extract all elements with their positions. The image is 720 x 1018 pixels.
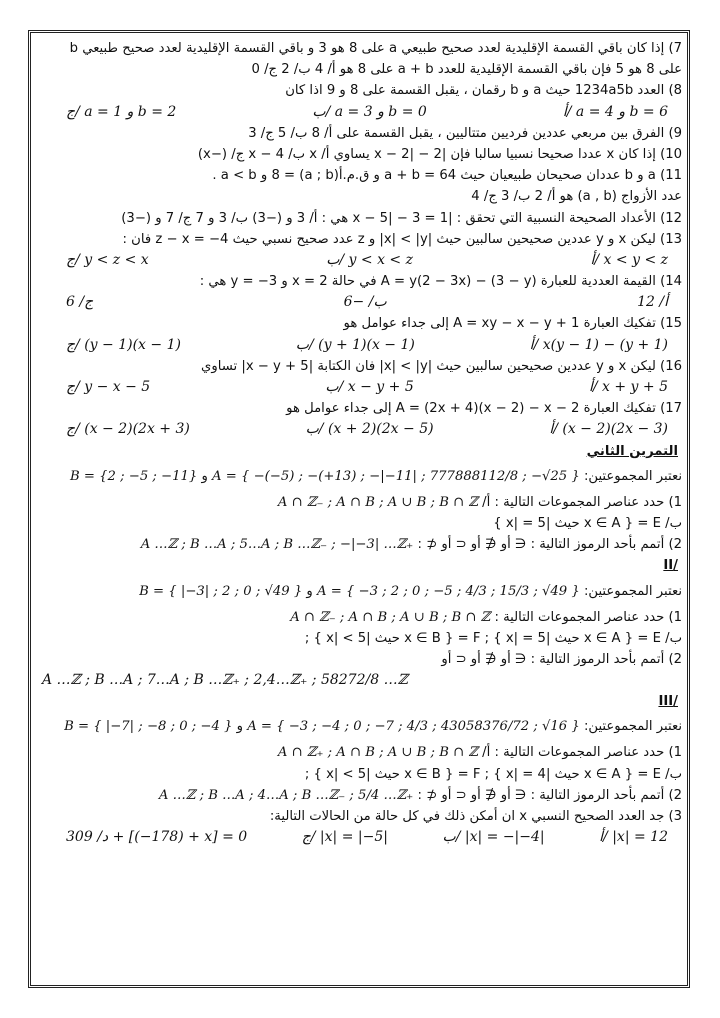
exercise-2b-q1: [36, 607, 682, 628]
option-c: ج/ |x| = |−5|: [301, 829, 388, 846]
option-c: ج/ (y − 1)(x − 1): [66, 336, 181, 353]
q2-items: A …ℤ ; B …A ; 5…A ; B …ℤ₋ ; −|−3| …ℤ₊: [140, 537, 414, 553]
exercise-3-q3: 3) جد العدد الصحيح النسبي x ان أمكن ذلك في كل حالة من الحالات التالية:: [269, 809, 682, 824]
q1-text: 1) حدد عناصر المجموعات التالية :: [494, 609, 682, 625]
question-17-options: [36, 419, 682, 440]
q1-text: 1) حدد عناصر المجموعات التالية : أ/: [482, 494, 682, 510]
question-14-line-1: 14) القيمة العددية للعبارة A = y(2 − 3x) − (3 − y) في حالة x = 2 و y = −3 هي :: [199, 274, 682, 290]
option-b: ب/ −6: [343, 294, 387, 311]
exercise-3-q2: [36, 785, 682, 806]
question-8-line-1: 8) العدد 1234a5b حيث a و b رقمان ، يقبل القسمة على 8 و 9 اذا كان: [285, 83, 682, 99]
q1-sets: A ∩ ℤ₋ ; A ∩ B ; A ∪ B ; B ∩ ℤ: [290, 609, 491, 625]
question-7-line-2: على 8 هو 5 فإن باقي القسمة الإقليدية للعدد a + b على 8 هو أ/ 4 ب/ 2 ج/ 0: [251, 62, 682, 78]
exercise-2b-q2: 2) أتمم بأحد الرموز التالية : ∈ أو ∉ أو ⊂ أو: [441, 651, 682, 667]
option-d: د/ 309 + [(−178) + x] = 0: [66, 829, 248, 846]
question-11-line-2: عدد الأزواج (a , b) هو أ/ 2 ب/ 3 ج/ 4: [471, 189, 682, 205]
exercise-3-q3-options: [36, 827, 682, 848]
set-b: B = {2 ; −5 ; −11}: [70, 468, 198, 484]
question-10: 10) إذا كان x عددا صحيحا نسبيا سالبا فإن |x − 2| − 2 يساوي أ/ x ب/ 4 − x ج/ (−x): [197, 146, 682, 162]
set-a: A = { −(−5) ; −(+13) ; −|−11| ; 777888112/8 ; −√25 }: [212, 468, 580, 484]
exercise-3-q1b: ب/ E = { x ∈ A حيث |x| = 4 } ; F = { x ∈ B حيث |x| < 5 } ;: [304, 766, 682, 782]
worksheet: [36, 38, 682, 978]
sets-intro: نعتبر المجموعتين:: [583, 719, 682, 735]
sets-intro: نعتبر المجموعتين:: [583, 468, 682, 484]
exercise-3-q1: [36, 742, 682, 763]
question-13-options: [36, 250, 682, 271]
question-7-line-1: 7) إذا كان باقي القسمة الإقليدية لعدد صحيح طبيعي a على 8 هو 3 و باقي القسمة الإقليدية لعدد صحيح طبيعي b: [69, 41, 682, 56]
option-a: أ/ 12: [637, 294, 668, 311]
question-12: 12) الأعداد الصحيحة النسبية التي تحقق : |x − 5| − 3 = 1 هي : أ/ 3 و (−3) ب/ 3 و 7 ج/ 7 و (−3): [121, 210, 682, 226]
option-b: ب/ a = 3 و b = 0: [312, 103, 427, 120]
question-11-line-1: 11) a و b عددان صحيحان طبيعيان حيث a + b = 64 و ق.م.أ(a ; b) = 8 و a < b .: [212, 168, 682, 184]
question-17-line-1: 17) تفكيك العبارة A = (2x + 4)(x − 2) − x − 2 إلى جداء عوامل هو: [286, 401, 682, 417]
sets-intro: نعتبر المجموعتين:: [583, 583, 682, 599]
question-16-options: [36, 377, 682, 398]
exercise-2b-sets: نعتبر المجموعتين: A = { −3 ; 2 ; 0 ; −5 ; 4/3 ; 15/3 ; √49 } و B = { |−3| ; 2 ; 0 ; √49 }: [139, 583, 682, 599]
q2-text: 2) أتمم بأحد الرموز التالية : ∈ أو ∉ أو ⊂ أو ⊄ :: [417, 537, 682, 553]
option-a: أ/ x < y < z: [590, 251, 668, 268]
question-16-line-1: 16) ليكن x و y عددين صحيحين سالبين حيث |x| < |y| فان الكتابة |x − y + 5| تساوي: [201, 358, 682, 374]
exercise-2b-q1b: ب/ E = { x ∈ A حيث |x| = 5 } ; F = { x ∈ B حيث |x| < 5 } ;: [304, 630, 682, 646]
option-c: ج/ y < z < x: [66, 251, 149, 268]
exercise-2-q1: [36, 492, 682, 513]
question-8-options: [36, 102, 682, 123]
option-b: ب/ |x| = −|−4|: [442, 829, 545, 846]
set-b: B = { |−7| ; −8 ; 0 ; −4 }: [64, 719, 233, 735]
option-a: أ/ |x| = 12: [599, 829, 668, 846]
option-b: ب/ x − y + 5: [325, 379, 414, 395]
exercise-2-sets: نعتبر المجموعتين: A = { −(−5) ; −(+13) ; −|−11| ; 777888112/8 ; −√25 } و B = {2 ; −5 ; −11}: [70, 468, 682, 484]
option-c: ج/ (x − 2)(2x + 3): [66, 421, 190, 438]
set-a: A = { −3 ; 2 ; 0 ; −5 ; 4/3 ; 15/3 ; √49 }: [317, 583, 580, 599]
exercise-2-q1b: ب/ E = { x ∈ A حيث |x| = 5 }: [493, 515, 682, 531]
exercise-3-sets: نعتبر المجموعتين: A = { −3 ; −4 ; 0 ; −7 ; 4/3 ; 43058376/72 ; √16 } و B = { |−7| ; −8 ; 0 ; −4 }: [64, 719, 682, 735]
q1-sets: A ∩ ℤ₊ ; A ∩ B ; A ∪ B ; B ∩ ℤ: [277, 745, 478, 761]
option-c: ج/ a = 1 و b = 2: [66, 103, 177, 120]
q1-sets: A ∩ ℤ₋ ; A ∩ B ; A ∪ B ; B ∩ ℤ: [277, 494, 478, 510]
exercise-3-title: /III: [658, 694, 678, 710]
option-c: ج/ y − x − 5: [66, 379, 151, 395]
question-13-line-1: 13) ليكن x و y عددين صحيحين سالبين حيث |x| < |y| و z عدد صحيح نسبي حيث z − x = −4 فان :: [122, 231, 682, 247]
option-b: ب/ y < x < z: [326, 251, 413, 268]
option-a: أ/ x + y + 5: [588, 379, 668, 395]
q2-text: 2) أتمم بأحد الرموز التالية : ∈ أو ∉ أو ⊂ أو ⊄ :: [417, 787, 682, 803]
q2-items: A …ℤ ; B …A ; 4…A ; B …ℤ₋ ; 5/4 …ℤ₊: [158, 787, 414, 803]
set-a: A = { −3 ; −4 ; 0 ; −7 ; 4/3 ; 43058376/72 ; √16 }: [247, 719, 580, 735]
option-a: أ/ (x − 2)(2x − 3): [549, 421, 668, 438]
question-9: 9) الفرق بين مربعي عددين فرديين متتاليين ، يقبل القسمة على أ/ 8 ب/ 5 ج/ 3: [248, 125, 682, 141]
option-a: أ/ a = 4 و b = 6: [562, 103, 668, 120]
option-a: أ/ x(y − 1) − (y + 1): [529, 336, 668, 353]
set-b: B = { |−3| ; 2 ; 0 ; √49 }: [139, 583, 303, 599]
question-14-options: [36, 292, 682, 313]
question-15-line-1: 15) تفكيك العبارة A = xy − x − y + 1 إلى جداء عوامل هو: [343, 316, 682, 332]
exercise-2-q2: [36, 534, 682, 555]
exercise-2b-q2-items: A …ℤ ; B …A ; 7…A ; B …ℤ₊ ; 2,4…ℤ₊ ; 58272/8 …ℤ: [42, 672, 408, 689]
question-15-options: [36, 335, 682, 356]
option-b: ب/ (y + 1)(x − 1): [295, 336, 415, 353]
option-b: ب/ (x + 2)(2x − 5): [305, 421, 434, 438]
q1-text: 1) حدد عناصر المجموعات التالية : أ/: [482, 745, 682, 761]
exercise-2-title: التمرين الثاني: [586, 443, 678, 459]
exercise-2b-title: /II: [663, 558, 678, 574]
option-c: ج/ 6: [66, 294, 94, 311]
